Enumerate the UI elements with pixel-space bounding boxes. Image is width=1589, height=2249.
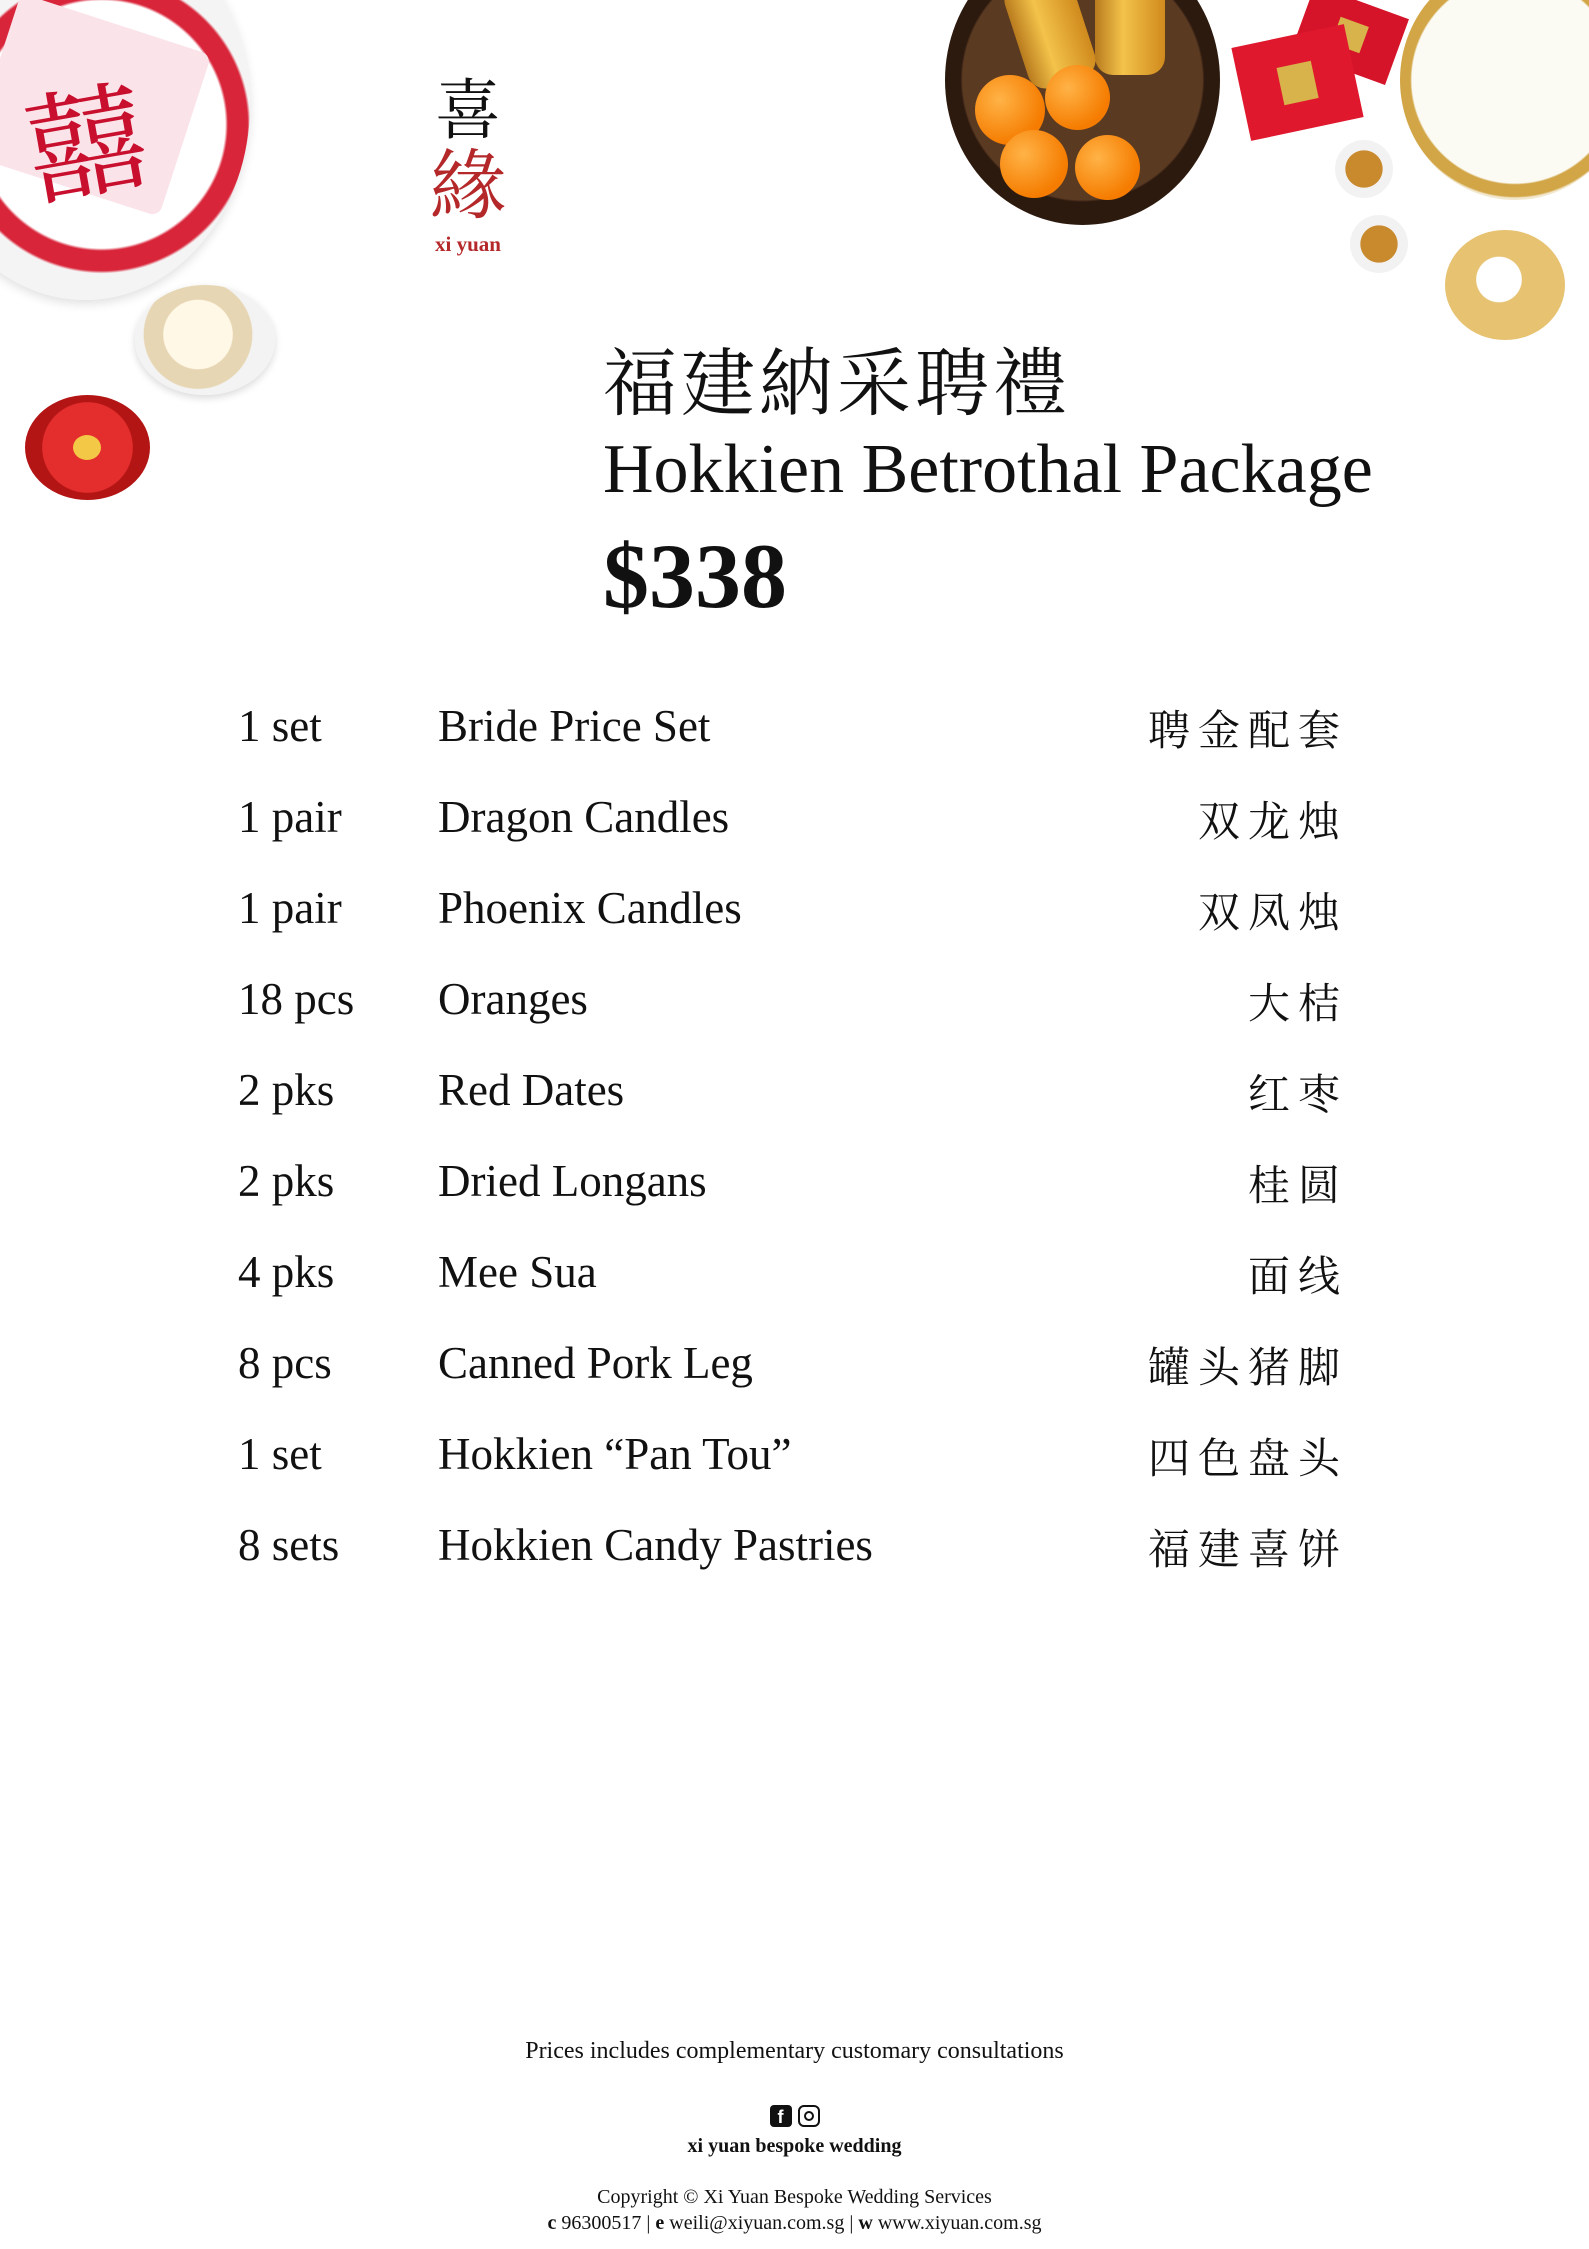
social-links	[0, 2105, 1589, 2135]
item-name: Dried Longans	[438, 1156, 707, 1206]
item-name-chinese: 红枣	[1247, 1070, 1348, 1119]
red-envelope-image	[1231, 24, 1363, 141]
list-item	[238, 700, 1348, 791]
item-quantity: 1 pair	[238, 792, 342, 842]
list-item	[238, 1064, 1348, 1155]
email-link[interactable]: weili@xiyuan.com.sg	[669, 2212, 845, 2234]
package-items-list	[238, 700, 1348, 1610]
tea-cup-image	[135, 285, 275, 395]
item-quantity: 1 pair	[238, 883, 342, 933]
item-name: Bride Price Set	[438, 701, 711, 751]
xi-yuan-logo	[418, 72, 518, 257]
item-name-chinese: 罐头猪脚	[1147, 1343, 1348, 1392]
item-name: Oranges	[438, 974, 588, 1024]
item-name: Phoenix Candles	[438, 883, 742, 933]
dragon-phoenix-plate-image	[1400, 0, 1589, 200]
logo-glyph-top: 喜	[435, 72, 501, 149]
item-quantity: 2 pks	[238, 1065, 335, 1115]
item-name-chinese: 桂圆	[1247, 1161, 1348, 1210]
item-quantity: 2 pks	[238, 1156, 335, 1206]
logo-glyph-bottom: 緣	[430, 141, 506, 230]
list-item	[238, 882, 1348, 973]
phone-number: 96300517	[561, 2212, 642, 2234]
phone-label: c	[547, 2212, 557, 2234]
pricing-note: Prices includes complementary customary consultations	[525, 2038, 1064, 2064]
list-item	[238, 1246, 1348, 1337]
item-quantity: 1 set	[238, 1429, 322, 1479]
website-link[interactable]: www.xiyuan.com.sg	[877, 2212, 1042, 2234]
item-name-chinese: 四色盘头	[1147, 1434, 1348, 1483]
tea-cup-image	[1335, 140, 1393, 198]
facebook-icon[interactable]: f	[770, 2105, 792, 2127]
item-name-chinese: 聘金配套	[1147, 706, 1348, 755]
item-name-chinese: 双凤烛	[1197, 888, 1348, 937]
separator: |	[646, 2212, 651, 2234]
list-item	[238, 1337, 1348, 1428]
email-label: e	[655, 2212, 665, 2234]
item-name: Hokkien “Pan Tou”	[438, 1429, 792, 1479]
item-name-chinese: 大桔	[1247, 979, 1348, 1028]
item-name: Mee Sua	[438, 1247, 597, 1297]
instagram-icon[interactable]	[798, 2105, 820, 2127]
item-quantity: 8 pcs	[238, 1338, 332, 1388]
package-price: $338	[603, 525, 787, 627]
list-item	[238, 791, 1348, 882]
list-item	[238, 1428, 1348, 1519]
package-title-english: Hokkien Betrothal Package	[603, 431, 1373, 508]
item-name: Canned Pork Leg	[438, 1338, 753, 1388]
copyright-text: Copyright © Xi Yuan Bespoke Wedding Services	[597, 2186, 992, 2208]
package-title-chinese: 福建納采聘禮	[603, 341, 1071, 427]
item-name: Red Dates	[438, 1065, 625, 1115]
item-quantity: 4 pks	[238, 1247, 335, 1297]
logo-name: xi yuan	[435, 231, 501, 256]
item-name: Dragon Candles	[438, 792, 730, 842]
red-pincushion-image	[25, 395, 150, 500]
list-item	[238, 1155, 1348, 1246]
separator: |	[849, 2212, 854, 2234]
item-quantity: 1 set	[238, 701, 322, 751]
brand-name: xi yuan bespoke wedding	[687, 2135, 902, 2157]
item-name-chinese: 双龙烛	[1197, 797, 1348, 846]
item-quantity: 8 sets	[238, 1520, 340, 1570]
list-item	[238, 973, 1348, 1064]
teapot-image	[1445, 230, 1565, 340]
item-quantity: 18 pcs	[238, 974, 355, 1024]
item-name-chinese: 福建喜饼	[1147, 1525, 1348, 1574]
item-name: Hokkien Candy Pastries	[438, 1520, 873, 1570]
contact-info	[0, 2212, 1589, 2235]
tea-cup-image	[1350, 215, 1408, 273]
gift-tray-image	[945, 0, 1220, 225]
double-happiness-plate-image: 囍	[0, 0, 250, 300]
list-item	[238, 1519, 1348, 1610]
web-label: w	[858, 2212, 873, 2234]
item-name-chinese: 面线	[1247, 1252, 1348, 1301]
